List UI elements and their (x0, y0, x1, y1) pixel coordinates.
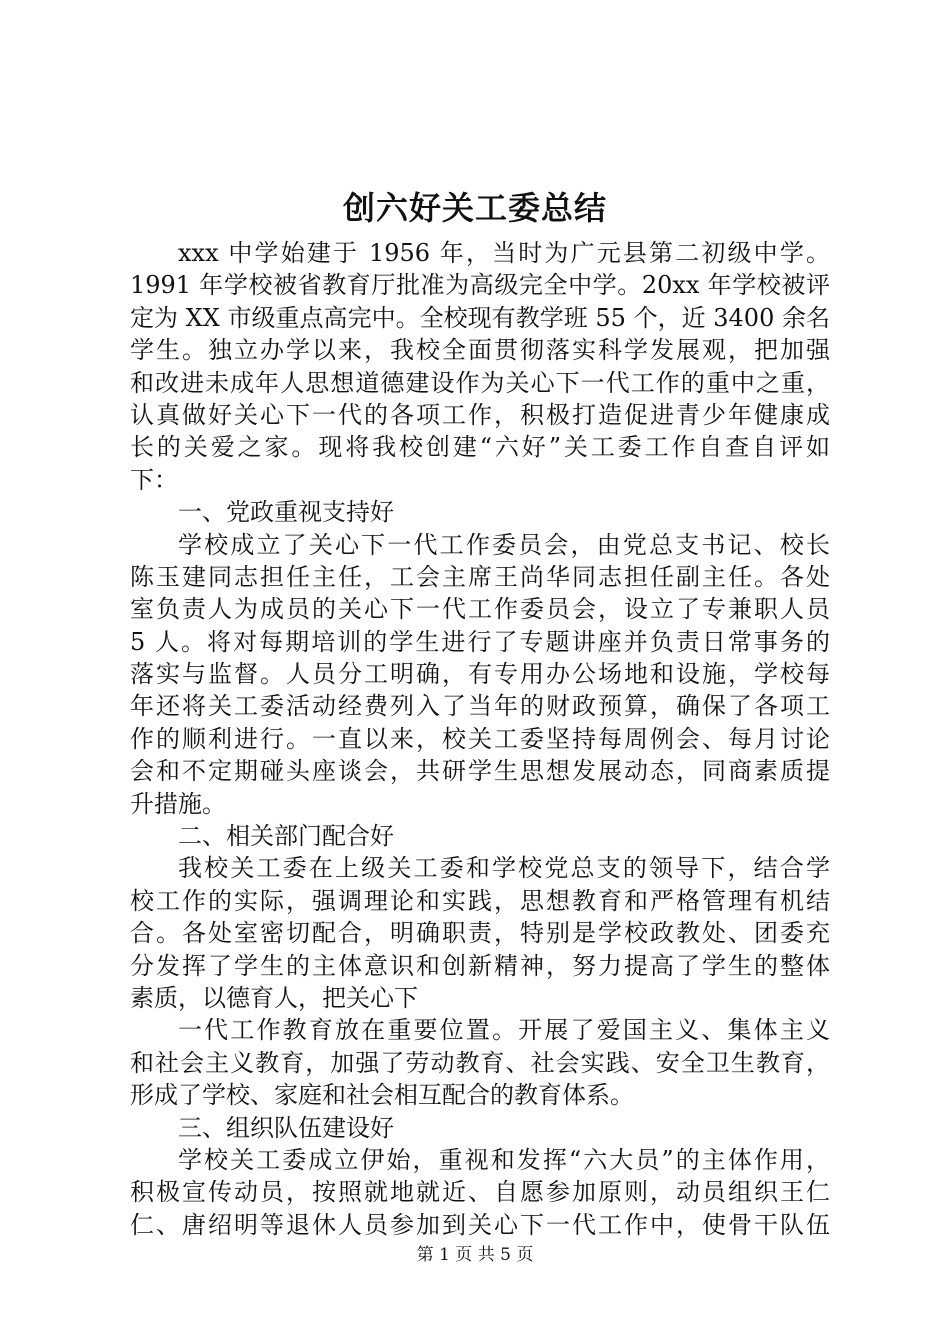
text-line: 仁、唐绍明等退休人员参加到关心下一代工作中，使骨干队伍 (130, 1210, 830, 1239)
text-line: 学校关工委成立伊始，重视和发挥“六大员”的主体作用， (178, 1145, 830, 1174)
text-line: 下： (130, 465, 178, 494)
section-heading: 三、组织队伍建设好 (178, 1113, 394, 1142)
text-line: 素质，以德育人，把关心下 (130, 983, 418, 1012)
text-line: 陈玉建同志担任主任，工会主席王尚华同志担任副主任。各处 (130, 562, 830, 591)
text-line: 和社会主义教育，加强了劳动教育、社会实践、安全卫生教育， (130, 1048, 830, 1077)
text-line: 作的顺利进行。一直以来，校关工委坚持每周例会、每月讨论 (130, 724, 830, 753)
text-line: 落实与监督。人员分工明确，有专用办公场地和设施，学校每 (130, 660, 830, 689)
text-line: 校工作的实际，强调理论和实践，思想教育和严格管理有机结 (130, 886, 830, 915)
document-body (130, 237, 830, 1241)
text-line: 和改进未成年人思想道德建设作为关心下一代工作的重中之重， (130, 368, 830, 397)
text-line: 升措施。 (130, 789, 226, 818)
text-line: xxx 中学始建于 1956 年，当时为广元县第二初级中学。 (178, 239, 830, 267)
text-line: 年还将关工委活动经费列入了当年的财政预算，确保了各项工 (130, 692, 830, 721)
document-title: 创六好关工委总结 (342, 189, 607, 227)
text-line: 一代工作教育放在重要位置。开展了爱国主义、集体主义 (178, 1016, 830, 1045)
text-line: 1991 年学校被省教育厅批准为高级完全中学。20xx 年学校被评 (130, 271, 830, 300)
text-line: 积极宣传动员，按照就地就近、自愿参加原则，动员组织王仁 (130, 1178, 830, 1207)
text-line: 分发挥了学生的主体意识和创新精神，努力提高了学生的整体 (130, 951, 830, 980)
text-line: 我校关工委在上级关工委和学校党总支的领导下，结合学 (178, 854, 830, 883)
text-line: 定为 XX 市级重点高完中。全校现有教学班 55 个，近 3400 余名 (130, 303, 830, 332)
page-number-footer: 第 1 页 共 5 页 (416, 1245, 534, 1265)
text-line: 学生。独立办学以来，我校全面贯彻落实科学发展观，把加强 (130, 336, 830, 365)
text-line: 室负责人为成员的关心下一代工作委员会，设立了专兼职人员 (130, 595, 830, 624)
section-heading: 二、相关部门配合好 (178, 822, 394, 851)
text-line: 学校成立了关心下一代工作委员会，由党总支书记、校长 (178, 530, 830, 559)
text-line: 认真做好关心下一代的各项工作，积极打造促进青少年健康成 (130, 400, 830, 429)
text-line: 合。各处室密切配合，明确职责，特别是学校政教处、团委充 (130, 919, 830, 948)
text-line: 会和不定期碰头座谈会，共研学生思想发展动态，同商素质提 (130, 757, 830, 786)
text-line: 5 人。将对每期培训的学生进行了专题讲座并负责日常事务的 (130, 627, 830, 656)
text-line: 长的关爱之家。现将我校创建“六好”关工委工作自查自评如 (130, 433, 830, 462)
section-heading: 一、党政重视支持好 (178, 498, 394, 527)
text-line: 形成了学校、家庭和社会相互配合的教育体系。 (130, 1081, 634, 1110)
